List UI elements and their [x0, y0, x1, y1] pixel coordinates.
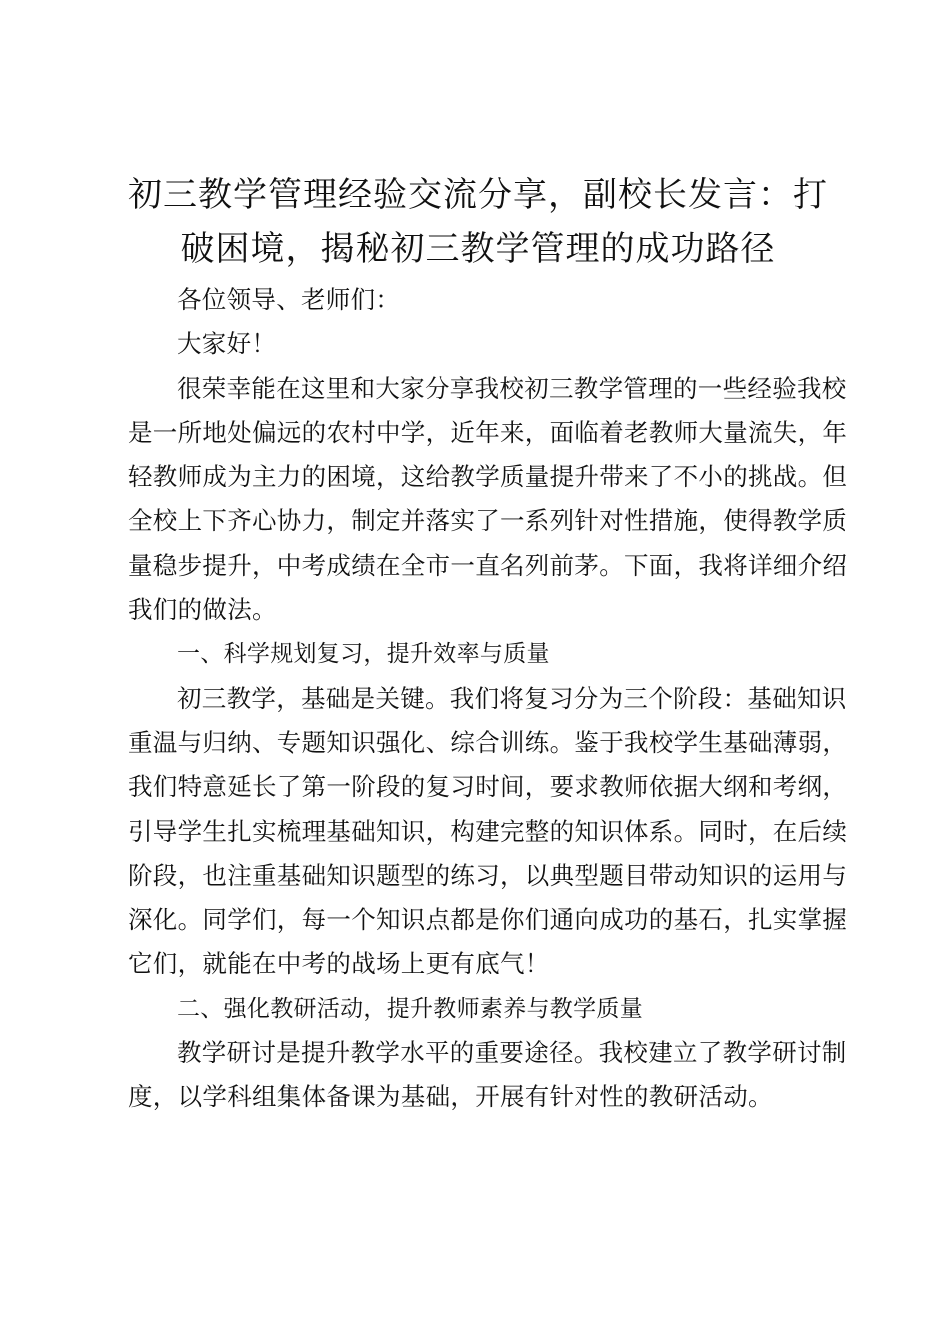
section-1-paragraph: 初三教学，基础是关键。我们将复习分为三个阶段：基础知识重温与归纳、专题知识强化、综合训练。鉴于我校学生基础薄弱，我们特意延长了第一阶段的复习时间，要求教师依据大纲和考纲，引导学生扎实梳理基础知识，构建完整的知识体系。同时，在后续阶段，也注重基础知识题型的练习，以典型题目带动知识的运用与深化。同学们，每一个知识点都是你们通向成功的基石，扎实掌握它们，就能在中考的战场上更有底气！ [128, 683, 848, 979]
section-heading-2: 二、强化教研活动，提升教师素养与教学质量 [177, 995, 643, 1022]
section-heading-1: 一、科学规划复习，提升效率与质量 [177, 641, 550, 668]
salutation: 各位领导、老师们： [177, 285, 401, 314]
section-2-paragraph: 教学研讨是提升教学水平的重要途径。我校建立了教学研讨制度，以学科组集体备课为基础，开展有针对性的教研活动。 [128, 1038, 847, 1112]
document-title: 初三教学管理经验交流分享，副校长发言：打破困境，揭秘初三教学管理的成功路径 [128, 175, 828, 269]
greeting: 大家好！ [177, 329, 277, 359]
document-body [128, 278, 850, 1120]
intro-paragraph: 很荣幸能在这里和大家分享我校初三教学管理的一些经验我校是一所地处偏远的农村中学，近年来，面临着老教师大量流失，年轻教师成为主力的困境，这给教学质量提升带来了不小的挑战。但全校上下齐心协力，制定并落实了一系列针对性措施，使得教学质量稳步提升，中考成绩在全市一直名列前茅。下面，我将详细介绍我们的做法。 [128, 373, 848, 625]
